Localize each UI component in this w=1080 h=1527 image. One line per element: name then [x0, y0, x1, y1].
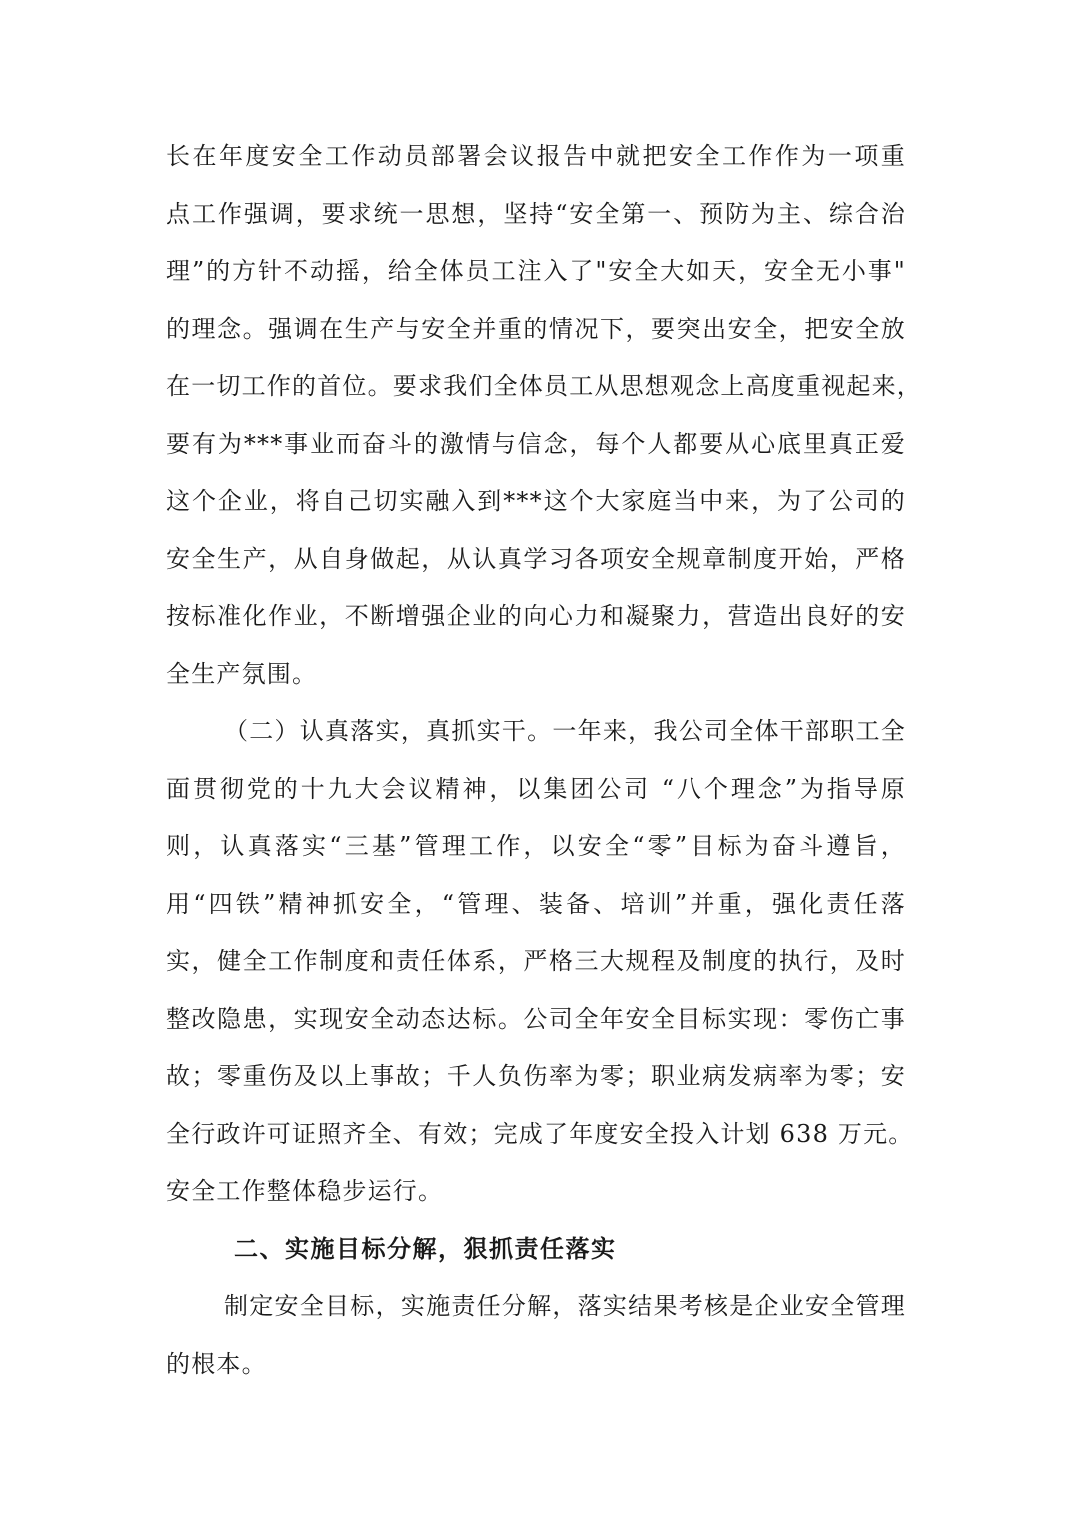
section-heading: 二、实施目标分解，狠抓责任落实: [234, 1234, 617, 1263]
paragraph-3: [166, 1278, 906, 1393]
text-line: 的根本。: [166, 1349, 267, 1378]
text-line: 安全生产，从自身做起，从认真学习各项安全规章制度开始，严格: [166, 544, 906, 573]
paragraph-2: [166, 703, 914, 1221]
text-line: 全生产氛围。: [166, 659, 318, 688]
text-line: 安全工作整体稳步运行。: [166, 1177, 444, 1205]
text-line: 则，认真落实“三基”管理工作，以安全“零”目标为奋斗遵旨，: [166, 832, 906, 860]
text-line: 全行政许可证照齐全、有效；完成了年度安全投入计划 638 万元。: [166, 1119, 914, 1148]
text-line: （二）认真落实，真抓实干。一年来，我公司全体干部职工全: [224, 717, 906, 745]
text-line: 这个企业，将自己切实融入到***这个大家庭当中来，为了公司的: [166, 487, 906, 515]
document-body: [166, 128, 922, 1393]
text-line: 理”的方针不动摇，给全体员工注入了"安全大如天，安全无小事": [166, 257, 906, 285]
text-line: 制定安全目标，实施责任分解，落实结果考核是企业安全管理: [224, 1292, 906, 1320]
text-line: 故；零重伤及以上事故；千人负伤率为零；职业病发病率为零；安: [166, 1062, 906, 1090]
text-line: 的理念。强调在生产与安全并重的情况下，要突出安全，把安全放: [166, 314, 906, 343]
paragraph-1: [166, 128, 922, 703]
text-line: 在一切工作的首位。要求我们全体员工从思想观念上高度重视起来，: [166, 372, 922, 400]
text-line: 按标准化作业，不断增强企业的向心力和凝聚力，营造出良好的安: [166, 602, 906, 630]
text-line: 面贯彻党的十九大会议精神，以集团公司 “八个理念”为指导原: [166, 774, 906, 803]
text-line: 用“四铁”精神抓安全，“管理、装备、培训”并重，强化责任落: [166, 889, 906, 918]
text-line: 实，健全工作制度和责任体系，严格三大规程及制度的执行，及时: [166, 947, 906, 975]
text-line: 点工作强调，要求统一思想，坚持“安全第一、预防为主、综合治: [166, 199, 906, 228]
text-line: 长在年度安全工作动员部署会议报告中就把安全工作作为一项重: [166, 142, 906, 170]
text-line: 整改隐患，实现安全动态达标。公司全年安全目标实现：零伤亡事: [166, 1004, 906, 1033]
text-line: 要有为***事业而奋斗的激情与信念，每个人都要从心底里真正爱: [166, 429, 906, 458]
